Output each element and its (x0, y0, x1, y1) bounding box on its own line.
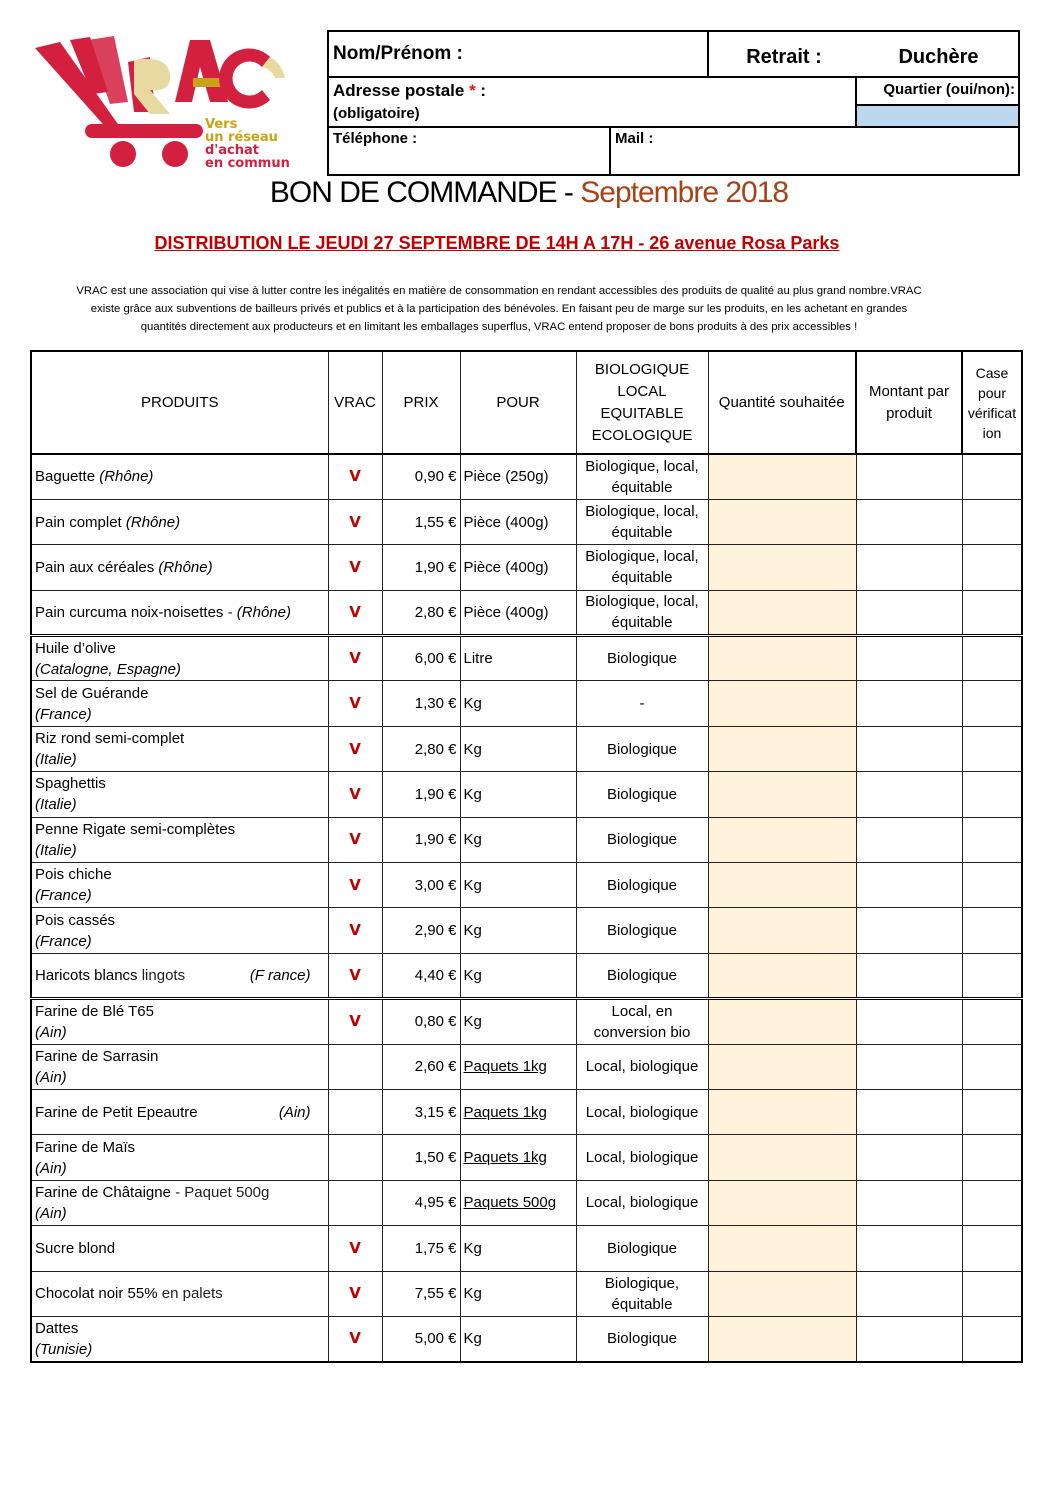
address-label: Adresse postale (333, 81, 465, 100)
product-origin: (Italie) (35, 751, 77, 769)
unit-cell: Kg (460, 1316, 576, 1361)
amount-cell[interactable] (856, 681, 962, 726)
unit-cell: Paquets 1kg (460, 1089, 576, 1134)
quality-label-cell: Local, en conversion bio (576, 999, 708, 1044)
amount-cell[interactable] (856, 1226, 962, 1271)
product-name: Huile d’olive (35, 639, 116, 657)
product-detail: lingots (137, 966, 186, 984)
amount-cell[interactable] (856, 1180, 962, 1225)
unit-cell: Paquets 1kg (460, 1135, 576, 1180)
product-name: Farine de Petit Epeautre (35, 1103, 198, 1121)
quality-label-cell: Biologique (576, 817, 708, 862)
quantity-input[interactable] (708, 1226, 856, 1271)
verification-checkbox[interactable] (962, 499, 1022, 544)
quantity-input[interactable] (708, 1135, 856, 1180)
quality-label-cell: Local, biologique (576, 1044, 708, 1089)
table-row (31, 726, 1022, 771)
product-name: Haricots blancs (35, 966, 138, 984)
name-row (329, 32, 1018, 78)
product-name: Farine de Blé T65 (35, 1002, 154, 1020)
case-line: vérificat (967, 404, 1017, 421)
product-origin: (France) (35, 705, 92, 723)
phone-label: Téléphone : (333, 130, 418, 147)
intro-line: existe grâce aux subventions de bailleurs privés et publics et à la participation des bénévoles. En faisant peu de marge sur les produits, en les achetant en grandes (90, 303, 908, 315)
product-cell (31, 1180, 328, 1225)
product-origin: (Rhône) (99, 468, 154, 486)
col-header-prix: PRIX (382, 351, 460, 454)
col-header-vrac: VRAC (328, 351, 382, 454)
amount-cell[interactable] (856, 908, 962, 953)
vrac-check-icon: V (328, 545, 382, 590)
product-origin: (Ain) (35, 1159, 67, 1177)
quantity-input[interactable] (708, 908, 856, 953)
customer-info-form (327, 30, 1020, 176)
verification-checkbox[interactable] (962, 908, 1022, 953)
vrac-check-icon: V (328, 863, 382, 908)
montant-line: produit (886, 404, 932, 422)
table-row (31, 636, 1022, 681)
verification-checkbox[interactable] (962, 726, 1022, 771)
amount-cell[interactable] (856, 1135, 962, 1180)
intro-line: quantités directement aux producteurs et en limitant les emballages superflus, VRAC entend proposer de bons produits à des prix accessibles ! (140, 321, 858, 333)
verification-checkbox[interactable] (962, 590, 1022, 635)
product-cell (31, 499, 328, 544)
unit-cell: Paquets 1kg (460, 1044, 576, 1089)
product-name: Riz rond semi-complet (35, 730, 185, 748)
quality-label-cell: Biologique, local, équitable (576, 590, 708, 635)
product-cell (31, 772, 328, 817)
title-main: BON DE COMMANDE - (269, 176, 581, 209)
vrac-check-icon (328, 1135, 382, 1180)
district-block (857, 78, 1018, 126)
product-name: Sel de Guérande (35, 684, 149, 702)
product-cell (31, 636, 328, 681)
tagline-line-4: en commun (205, 156, 290, 171)
product-cell (31, 1226, 328, 1271)
quality-label-cell: Biologique (576, 772, 708, 817)
verification-checkbox[interactable] (962, 636, 1022, 681)
quantity-input[interactable] (708, 772, 856, 817)
price-cell: 5,00 € (382, 1316, 460, 1361)
verification-checkbox[interactable] (962, 953, 1022, 998)
verification-checkbox[interactable] (962, 817, 1022, 862)
amount-cell[interactable] (856, 545, 962, 590)
unit-cell: Kg (460, 817, 576, 862)
price-cell: 3,00 € (382, 863, 460, 908)
unit-cell: Kg (460, 999, 576, 1044)
quantity-input[interactable] (708, 1271, 856, 1316)
product-origin: (Ain) (35, 1023, 67, 1041)
quantity-input[interactable] (708, 454, 856, 499)
product-origin: (Ain) (35, 1068, 67, 1086)
vrac-check-icon: V (328, 817, 382, 862)
table-row (31, 1135, 1022, 1180)
col-header-case (962, 351, 1022, 454)
verification-checkbox[interactable] (962, 545, 1022, 590)
product-cell (31, 1316, 328, 1361)
quality-label-cell: Biologique (576, 726, 708, 771)
quantity-input[interactable] (708, 953, 856, 998)
unit-cell: Litre (460, 636, 576, 681)
price-cell: 0,80 € (382, 999, 460, 1044)
table-row (31, 1044, 1022, 1089)
price-cell: 6,00 € (382, 636, 460, 681)
product-name: Farine de Maïs (35, 1138, 136, 1156)
verification-checkbox[interactable] (962, 1316, 1022, 1361)
table-row (31, 1180, 1022, 1225)
quantity-input[interactable] (708, 726, 856, 771)
unit-cell: Pièce (400g) (460, 590, 576, 635)
vrac-check-icon: V (328, 1316, 382, 1361)
unit-cell: Kg (460, 772, 576, 817)
vrac-check-icon: V (328, 454, 382, 499)
vrac-check-icon: V (328, 681, 382, 726)
product-origin: (F rance) (249, 966, 311, 984)
price-cell: 1,30 € (382, 681, 460, 726)
mail-field[interactable] (611, 128, 1018, 174)
table-row (31, 953, 1022, 998)
product-origin: (France) (35, 887, 92, 905)
product-cell (31, 953, 328, 998)
label-line: ECOLOGIQUE (591, 426, 693, 444)
table-row (31, 908, 1022, 953)
product-detail: - Paquet 500g (170, 1183, 270, 1201)
quantity-input[interactable] (708, 817, 856, 862)
association-intro (40, 282, 958, 336)
product-name: Chocolat noir 55% (35, 1285, 158, 1303)
quantity-input[interactable] (708, 545, 856, 590)
quality-label-cell: - (576, 681, 708, 726)
product-cell (31, 726, 328, 771)
mail-label: Mail : (615, 130, 654, 147)
quantity-input[interactable] (708, 999, 856, 1044)
vrac-logo (30, 32, 300, 172)
quantity-input[interactable] (708, 863, 856, 908)
verification-checkbox[interactable] (962, 1044, 1022, 1089)
vrac-check-icon: V (328, 726, 382, 771)
amount-cell[interactable] (856, 1089, 962, 1134)
name-label: Nom/Prénom : (333, 43, 463, 64)
price-cell: 2,80 € (382, 726, 460, 771)
product-name: Sucre blond (35, 1239, 116, 1257)
vrac-check-icon (328, 1044, 382, 1089)
tagline-line-3: d'achat (205, 143, 260, 158)
quality-label-cell: Biologique (576, 908, 708, 953)
price-cell: 1,50 € (382, 1135, 460, 1180)
table-row (31, 817, 1022, 862)
product-cell (31, 454, 328, 499)
verification-checkbox[interactable] (962, 772, 1022, 817)
distribution-notice (0, 233, 994, 254)
table-row (31, 454, 1022, 499)
product-cell (31, 999, 328, 1044)
product-origin: (Rhône) (125, 513, 181, 531)
amount-cell[interactable] (856, 772, 962, 817)
vrac-check-icon: V (328, 908, 382, 953)
vrac-check-icon: V (328, 636, 382, 681)
product-name: Farine de Sarrasin (35, 1047, 159, 1065)
quantity-input[interactable] (708, 1044, 856, 1089)
product-name: Baguette (35, 468, 96, 486)
price-cell: 1,75 € (382, 1226, 460, 1271)
tagline-line-2: un réseau (205, 130, 278, 145)
product-name: Pain curcuma noix-noisettes (35, 603, 224, 621)
price-cell: 1,90 € (382, 545, 460, 590)
amount-cell[interactable] (856, 454, 962, 499)
price-cell: 3,15 € (382, 1089, 460, 1134)
shopping-cart-logo-icon (30, 32, 300, 172)
table-row (31, 1271, 1022, 1316)
unit-cell: Pièce (400g) (460, 499, 576, 544)
address-colon: : (475, 81, 487, 100)
table-row (31, 863, 1022, 908)
amount-cell[interactable] (856, 1316, 962, 1361)
unit-cell: Kg (460, 1271, 576, 1316)
address-field[interactable] (329, 78, 857, 126)
title-month: Septembre 2018 (580, 176, 789, 209)
distribution-text: DISTRIBUTION LE JEUDI 27 SEPTEMBRE DE 14H A 17H - 26 avenue Rosa Parks (154, 233, 840, 253)
verification-checkbox[interactable] (962, 1180, 1022, 1225)
col-header-pour: POUR (460, 351, 576, 454)
product-origin: (Ain) (35, 1204, 67, 1222)
price-cell: 1,90 € (382, 772, 460, 817)
quality-label-cell: Biologique, local, équitable (576, 545, 708, 590)
amount-cell[interactable] (856, 1044, 962, 1089)
amount-cell[interactable] (856, 590, 962, 635)
order-table-body (31, 454, 1022, 1362)
product-cell (31, 1089, 328, 1134)
price-cell: 0,90 € (382, 454, 460, 499)
quantity-input[interactable] (708, 1180, 856, 1225)
amount-cell[interactable] (856, 999, 962, 1044)
price-cell: 4,95 € (382, 1180, 460, 1225)
amount-cell[interactable] (856, 953, 962, 998)
table-row (31, 499, 1022, 544)
quality-label-cell: Local, biologique (576, 1180, 708, 1225)
product-name: Farine de Châtaigne (35, 1183, 171, 1201)
product-cell (31, 545, 328, 590)
montant-line: Montant par (868, 382, 950, 400)
col-header-montant (856, 351, 962, 454)
col-header-quantite: Quantité souhaitée (708, 351, 856, 454)
required-asterisk: * (469, 81, 476, 100)
product-name: Spaghettis (35, 775, 106, 793)
quantity-input[interactable] (708, 1316, 856, 1361)
table-row (31, 681, 1022, 726)
label-line: LOCAL (617, 382, 667, 400)
intro-line: VRAC est une association qui vise à lutter contre les inégalités en matière de consommation en rendant accessibles des produits de qualité au plus grand nombre.VRAC (76, 285, 922, 297)
quantity-input[interactable] (708, 499, 856, 544)
product-origin: (Rhône) (236, 603, 291, 621)
amount-cell[interactable] (856, 636, 962, 681)
amount-cell[interactable] (856, 817, 962, 862)
vrac-check-icon: V (328, 953, 382, 998)
quality-label-cell: Biologique (576, 1316, 708, 1361)
verification-checkbox[interactable] (962, 1226, 1022, 1271)
order-table (30, 350, 1023, 1363)
table-header-row (31, 351, 1022, 454)
unit-cell: Kg (460, 953, 576, 998)
unit-cell: Pièce (250g) (460, 454, 576, 499)
table-row (31, 1089, 1022, 1134)
vrac-check-icon (328, 1089, 382, 1134)
label-line: EQUITABLE (600, 404, 684, 422)
contact-row (329, 128, 1018, 174)
vrac-check-icon (328, 1180, 382, 1225)
case-line: Case (975, 364, 1009, 381)
unit-cell: Kg (460, 681, 576, 726)
pickup-label: Retrait : (746, 46, 822, 68)
product-detail: en palets (157, 1285, 223, 1303)
product-origin: (Catalogne, Espagne) (35, 660, 181, 678)
product-name: Pois cassés (35, 911, 116, 929)
quality-label-cell: Biologique (576, 1226, 708, 1271)
quality-label-cell: Biologique, local, équitable (576, 454, 708, 499)
tagline-line-1: Vers (205, 117, 238, 132)
product-cell (31, 1271, 328, 1316)
quantity-input[interactable] (708, 681, 856, 726)
vrac-check-icon: V (328, 1271, 382, 1316)
product-cell (31, 863, 328, 908)
product-cell (31, 681, 328, 726)
quality-label-cell: Biologique (576, 953, 708, 998)
unit-cell: Kg (460, 1226, 576, 1271)
page-title (0, 176, 1058, 210)
verification-checkbox[interactable] (962, 863, 1022, 908)
amount-cell[interactable] (856, 863, 962, 908)
address-row (329, 78, 1018, 128)
product-cell (31, 1135, 328, 1180)
product-cell (31, 817, 328, 862)
product-origin: (Tunisie) (35, 1340, 93, 1358)
verification-checkbox[interactable] (962, 1271, 1022, 1316)
product-name: Pain aux céréales (35, 558, 155, 576)
vrac-check-icon: V (328, 1226, 382, 1271)
price-cell: 7,55 € (382, 1271, 460, 1316)
unit-cell: Pièce (400g) (460, 545, 576, 590)
quality-label-cell: Biologique (576, 636, 708, 681)
verification-checkbox[interactable] (962, 454, 1022, 499)
product-detail: - (223, 603, 233, 621)
pickup-location: Duchère (898, 46, 979, 68)
quality-label-cell: Local, biologique (576, 1089, 708, 1134)
table-row (31, 1226, 1022, 1271)
product-cell (31, 590, 328, 635)
quantity-input[interactable] (708, 590, 856, 635)
product-origin: (Ain) (278, 1103, 311, 1121)
amount-cell[interactable] (856, 726, 962, 771)
district-input[interactable] (857, 106, 1018, 126)
verification-checkbox[interactable] (962, 1089, 1022, 1134)
unit-cell: Kg (460, 863, 576, 908)
price-cell: 1,55 € (382, 499, 460, 544)
table-row (31, 772, 1022, 817)
price-cell: 4,40 € (382, 953, 460, 998)
col-header-produits: PRODUITS (31, 351, 328, 454)
product-name: Dattes (35, 1319, 79, 1337)
table-row (31, 999, 1022, 1044)
name-field[interactable] (329, 32, 709, 76)
product-origin: (Italie) (35, 796, 77, 814)
unit-cell: Paquets 500g (460, 1180, 576, 1225)
vrac-check-icon: V (328, 499, 382, 544)
quantity-input[interactable] (708, 636, 856, 681)
quantity-input[interactable] (708, 1089, 856, 1134)
table-row (31, 545, 1022, 590)
table-row (31, 1316, 1022, 1361)
product-origin: (France) (35, 932, 92, 950)
product-name: Pois chiche (35, 866, 112, 884)
table-row (31, 590, 1022, 635)
verification-checkbox[interactable] (962, 1135, 1022, 1180)
product-name: Penne Rigate semi-complètes (35, 820, 236, 838)
unit-cell: Kg (460, 908, 576, 953)
price-cell: 2,80 € (382, 590, 460, 635)
vrac-check-icon: V (328, 772, 382, 817)
product-cell (31, 908, 328, 953)
case-line: pour (977, 384, 1007, 401)
quality-label-cell: Biologique (576, 863, 708, 908)
address-required-note: (obligatoire) (333, 105, 420, 122)
col-header-labels (576, 351, 708, 454)
vrac-check-icon: V (328, 999, 382, 1044)
price-cell: 1,90 € (382, 817, 460, 862)
verification-checkbox[interactable] (962, 999, 1022, 1044)
price-cell: 2,90 € (382, 908, 460, 953)
quality-label-cell: Local, biologique (576, 1135, 708, 1180)
product-origin: (Italie) (35, 841, 77, 859)
phone-field[interactable] (329, 128, 611, 174)
amount-cell[interactable] (856, 1271, 962, 1316)
product-cell (31, 1044, 328, 1089)
product-name: Pain complet (35, 513, 122, 531)
price-cell: 2,60 € (382, 1044, 460, 1089)
unit-cell: Kg (460, 726, 576, 771)
quality-label-cell: Biologique, local, équitable (576, 499, 708, 544)
verification-checkbox[interactable] (962, 681, 1022, 726)
quality-label-cell: Biologique, équitable (576, 1271, 708, 1316)
label-line: BIOLOGIQUE (594, 360, 690, 378)
case-line: ion (982, 424, 1002, 441)
district-label: Quartier (oui/non): (857, 78, 1018, 106)
amount-cell[interactable] (856, 499, 962, 544)
product-origin: (Rhône) (158, 558, 213, 576)
vrac-check-icon: V (328, 590, 382, 635)
